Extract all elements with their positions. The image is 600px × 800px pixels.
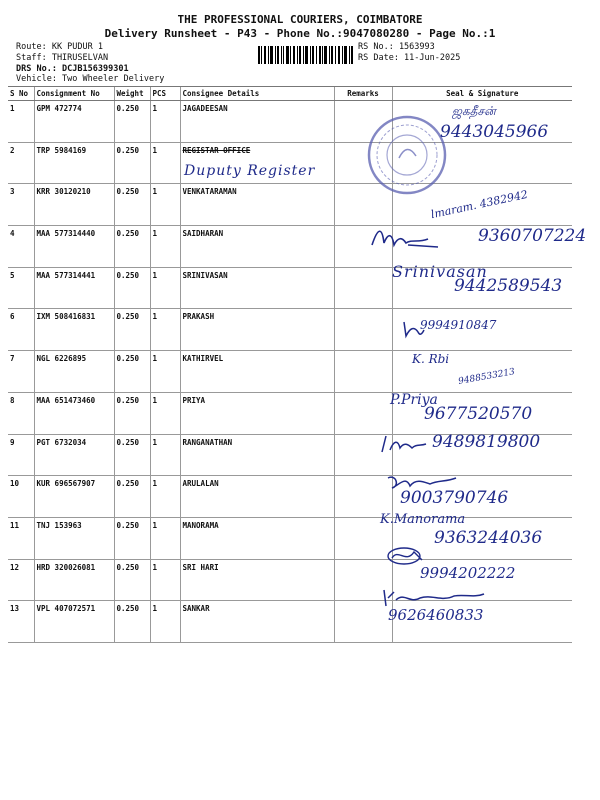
handwritten-name-5: Srinivasan	[392, 262, 488, 281]
row-consignee: ARULALAN	[180, 476, 334, 518]
col-pcs: PCS	[150, 87, 180, 101]
row-consignment: NGL 6226895	[34, 351, 114, 393]
row-consignment: PGT 6732034	[34, 434, 114, 476]
row-consignee: REGISTAR OFFICE	[180, 142, 334, 184]
col-sno: S No	[8, 87, 34, 101]
row-weight: 0.250	[114, 101, 150, 143]
row-weight: 0.250	[114, 309, 150, 351]
row-remarks	[334, 267, 392, 309]
col-consignment: Consignment No	[34, 87, 114, 101]
handwritten-phone-8: 9677520570	[424, 404, 533, 424]
row-remarks	[334, 351, 392, 393]
barcode	[258, 46, 354, 64]
row-weight: 0.250	[114, 601, 150, 643]
handwritten-initials: ஜகதீசன்	[452, 104, 496, 118]
rs-date: RS Date: 11-Jun-2025	[358, 53, 461, 63]
col-consignee: Consignee Details	[180, 87, 334, 101]
row-consignment: TNJ 153963	[34, 517, 114, 559]
row-consignment: VPL 407072571	[34, 601, 114, 643]
handwritten-phone-9: 9489819800	[432, 432, 541, 452]
row-consignment: HRD 320026081	[34, 559, 114, 601]
row-consignee: SAIDHARAN	[180, 226, 334, 268]
handwritten-phone-10: 9003790746	[400, 488, 509, 508]
row-consignment: TRP 5984169	[34, 142, 114, 184]
handwritten-phone-7: 9488533213	[457, 367, 516, 387]
row-weight: 0.250	[114, 142, 150, 184]
row-sno: 1	[8, 101, 34, 143]
row-consignee: PRAKASH	[180, 309, 334, 351]
rs-number: RS No.: 1563993	[358, 42, 435, 52]
handwritten-deputy-register: Duputy Register	[184, 163, 316, 179]
row-consignee: SRINIVASAN	[180, 267, 334, 309]
handwritten-phone-1: 9443045966	[440, 122, 549, 142]
row-weight: 0.250	[114, 434, 150, 476]
drs-label: DRS No.: DCJB156399301	[16, 64, 129, 74]
row-pcs: 1	[150, 226, 180, 268]
row-consignee: SRI HARI	[180, 559, 334, 601]
row-pcs: 1	[150, 392, 180, 434]
row-pcs: 1	[150, 434, 180, 476]
row-sno: 12	[8, 559, 34, 601]
row-consignee: KATHIRVEL	[180, 351, 334, 393]
row-weight: 0.250	[114, 517, 150, 559]
row-weight: 0.250	[114, 351, 150, 393]
row-consignee: MANORAMA	[180, 517, 334, 559]
row-sno: 13	[8, 601, 34, 643]
row-consignment: KUR 696567907	[34, 476, 114, 518]
row-weight: 0.250	[114, 476, 150, 518]
col-weight: Weight	[114, 87, 150, 101]
row-sno: 3	[8, 184, 34, 226]
col-remarks: Remarks	[334, 87, 392, 101]
row-consignee: VENKATARAMAN	[180, 184, 334, 226]
row-pcs: 1	[150, 309, 180, 351]
row-consignment: IXM 508416831	[34, 309, 114, 351]
row-consignment: KRR 30120210	[34, 184, 114, 226]
row-sno: 6	[8, 309, 34, 351]
handwritten-phone-11: 9363244036	[434, 528, 543, 548]
handwritten-name-7: K. Rbi	[412, 352, 450, 366]
route-label: Route: KK PUDUR 1	[16, 42, 103, 52]
row-weight: 0.250	[114, 226, 150, 268]
row-pcs: 1	[150, 517, 180, 559]
row-pcs: 1	[150, 601, 180, 643]
row-sno: 9	[8, 434, 34, 476]
row-weight: 0.250	[114, 184, 150, 226]
row-pcs: 1	[150, 184, 180, 226]
handwritten-phone-6: 9994910847	[420, 318, 497, 332]
row-consignee: SANKAR	[180, 601, 334, 643]
row-sno: 2	[8, 142, 34, 184]
row-weight: 0.250	[114, 559, 150, 601]
handwritten-name-8: P.Priya	[390, 392, 438, 408]
table-header-row	[8, 87, 572, 101]
handwritten-phone-13: 9626460833	[388, 606, 484, 624]
handwritten-signature-9	[378, 432, 430, 456]
handwritten-phone-4: 9360707224	[478, 226, 587, 246]
row-consignment: GPM 472774	[34, 101, 114, 143]
row-consignment: MAA 651473460	[34, 392, 114, 434]
row-pcs: 1	[150, 351, 180, 393]
company-title: THE PROFESSIONAL COURIERS, COIMBATORE	[177, 13, 423, 26]
row-consignee: PRIYA	[180, 392, 334, 434]
row-sno: 10	[8, 476, 34, 518]
row-pcs: 1	[150, 476, 180, 518]
handwritten-phone-12: 9994202222	[420, 564, 516, 582]
row-sno: 4	[8, 226, 34, 268]
staff-label: Staff: THIRUSELVAN	[16, 53, 109, 63]
row-weight: 0.250	[114, 267, 150, 309]
handwritten-signature-3: lmaram. 4382942	[429, 187, 530, 222]
vehicle-label: Vehicle: Two Wheeler Delivery	[16, 74, 165, 84]
row-sno: 11	[8, 517, 34, 559]
row-pcs: 1	[150, 267, 180, 309]
row-sno: 5	[8, 267, 34, 309]
handwritten-signature-12	[384, 544, 428, 566]
row-sno: 8	[8, 392, 34, 434]
row-remarks	[334, 309, 392, 351]
seal-stamp	[364, 112, 450, 198]
handwritten-signature-4	[368, 225, 464, 251]
row-remarks	[334, 392, 392, 434]
row-pcs: 1	[150, 101, 180, 143]
runsheet-subtitle: Delivery Runsheet - P43 - Phone No.:9047080280 - Page No.:1	[104, 27, 496, 40]
row-pcs: 1	[150, 559, 180, 601]
row-consignment: MAA 577314440	[34, 226, 114, 268]
handwritten-name-11: K.Manorama	[380, 512, 466, 527]
row-consignment: MAA 577314441	[34, 267, 114, 309]
row-consignee: RANGANATHAN	[180, 434, 334, 476]
row-pcs: 1	[150, 142, 180, 184]
row-sno: 7	[8, 351, 34, 393]
row-weight: 0.250	[114, 392, 150, 434]
row-consignee: JAGADEESAN	[180, 101, 334, 143]
col-signature: Seal & Signature	[392, 87, 572, 101]
handwritten-phone-5: 9442589543	[454, 276, 563, 296]
